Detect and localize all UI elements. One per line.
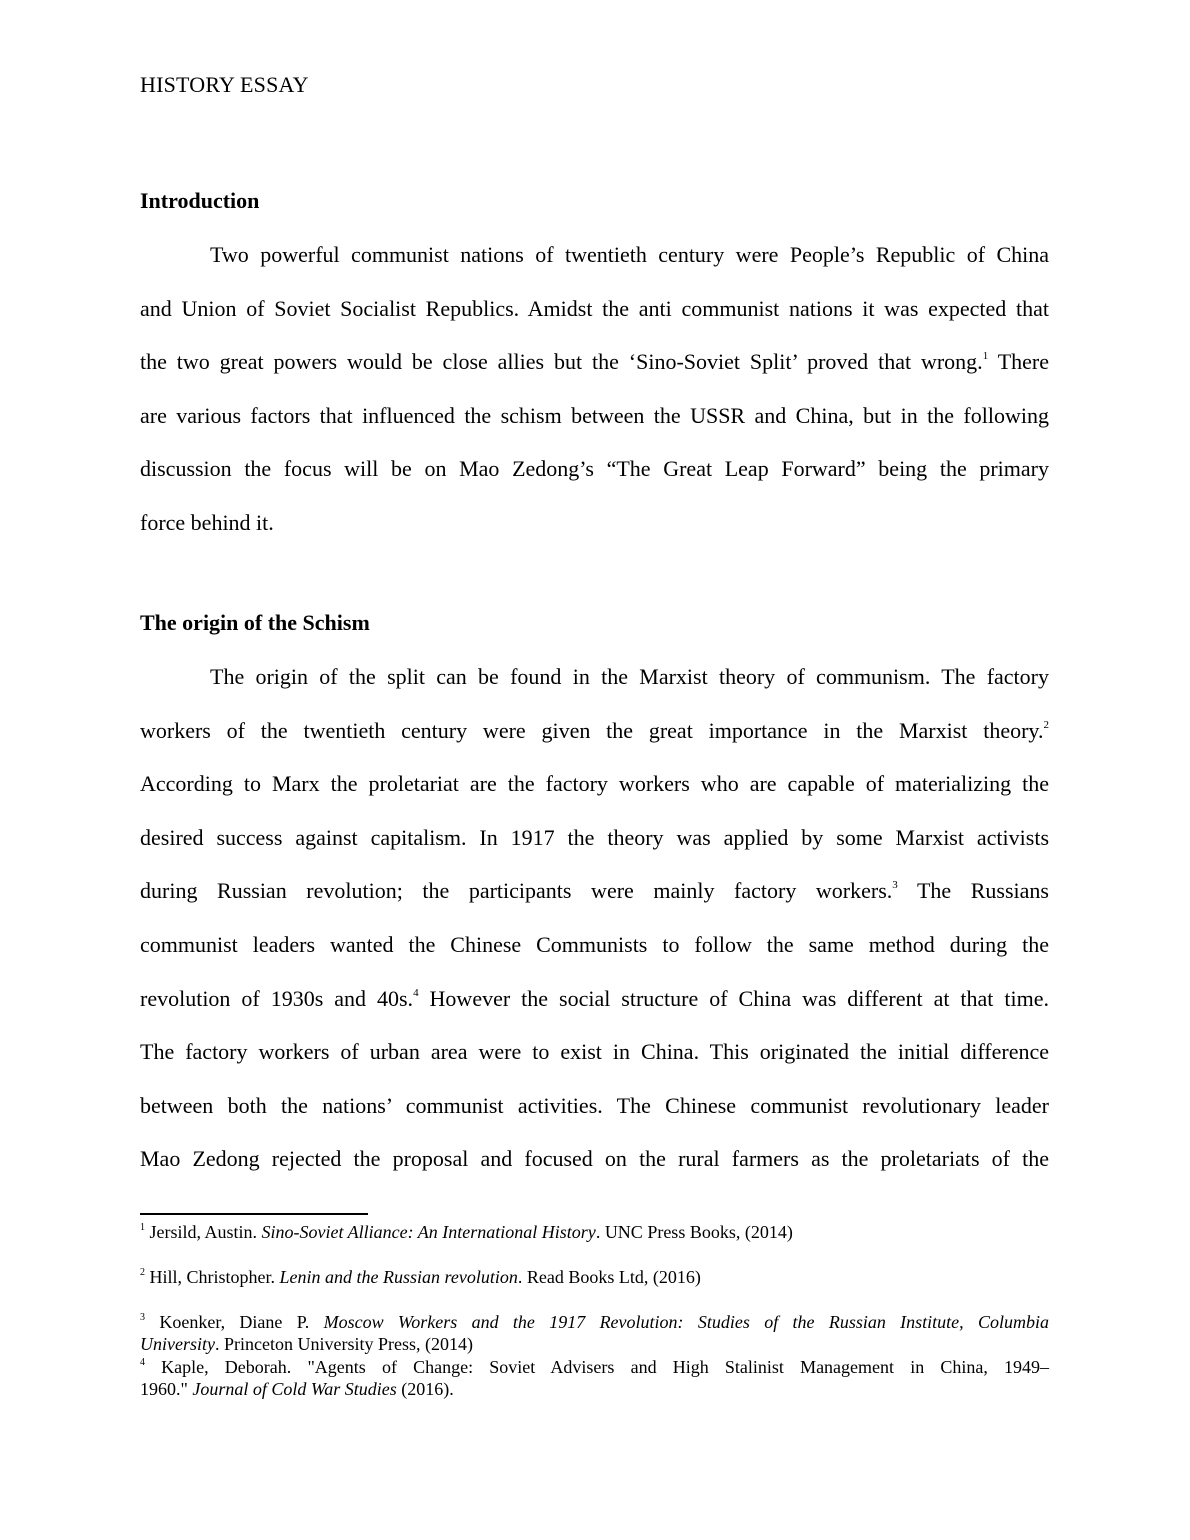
paragraph-line: According to Marx the proletariat are the factory workers who are capable of materializing the — [140, 771, 1049, 797]
footnote-line — [140, 1378, 1049, 1400]
paragraph-line: and Union of Soviet Socialist Republics. Amidst the anti communist nations it was expected that — [140, 295, 1049, 321]
footnote-author: Koenker, Diane P. — [159, 1312, 324, 1332]
footnote-text: 1960." — [140, 1379, 193, 1399]
paragraph-line: communist leaders wanted the Chinese Communists to follow the same method during the — [140, 931, 1049, 957]
paragraph-line: are various factors that influenced the schism between the USSR and China, but in the following — [140, 402, 1049, 428]
footnote-title: Moscow Workers and the 1917 Revolution: Studies of the Russian Institute, Columbia — [323, 1312, 1050, 1332]
paragraph-line: force behind it. — [140, 509, 274, 535]
line-text: There — [988, 349, 1049, 375]
footnote-journal: Journal of Cold War Studies — [192, 1379, 397, 1399]
footnote-4 — [140, 1356, 1049, 1400]
footnote-line — [140, 1221, 1049, 1243]
footnote-line — [140, 1311, 1049, 1333]
paragraph-line: The origin of the split can be found in the Marxist theory of communism. The factory — [210, 664, 1049, 689]
paragraph-line: The factory workers of urban area were to exist in China. This originated the initial difference — [140, 1039, 1049, 1065]
line-text: during Russian revolution; the participants were mainly factory workers. — [140, 878, 893, 904]
paragraph-introduction — [140, 228, 1049, 550]
paragraph-line — [140, 704, 1049, 758]
paragraph-line — [140, 864, 1049, 918]
footnote-author: Hill, Christopher. — [149, 1267, 280, 1287]
paragraph-line — [140, 335, 1049, 389]
footnote-ref-1[interactable]: 1 — [982, 350, 989, 363]
footnote-separator — [140, 1213, 368, 1215]
paragraph-line: desired success against capitalism. In 1917 the theory was applied by some Marxist activists — [140, 824, 1049, 850]
paragraph-line — [140, 972, 1049, 1026]
footnote-ref-4[interactable]: 4 — [413, 986, 419, 999]
footnote-1 — [140, 1221, 1049, 1243]
footnote-number: 3 — [140, 1312, 145, 1323]
footnote-author: Jersild, Austin. — [149, 1222, 262, 1242]
footnote-number: 2 — [140, 1267, 145, 1278]
footnote-publisher: . Princeton University Press, (2014) — [214, 1334, 473, 1354]
footnote-line — [140, 1356, 1049, 1378]
footnote-line — [140, 1266, 1049, 1288]
paragraph-line: between both the nations’ communist activities. The Chinese communist revolutionary leader — [140, 1092, 1049, 1118]
paragraph-line: Mao Zedong rejected the proposal and focused on the rural farmers as the proletariats of the — [140, 1146, 1049, 1172]
footnote-title: Sino-Soviet Alliance: An International History — [261, 1222, 596, 1242]
footnote-publisher: . UNC Press Books, (2014) — [595, 1222, 793, 1242]
footnote-2 — [140, 1266, 1049, 1288]
footnote-number: 4 — [140, 1357, 145, 1368]
footnote-3 — [140, 1311, 1049, 1355]
section-heading-introduction: Introduction — [140, 188, 260, 213]
line-text: the two great powers would be close allies but the ‘Sino-Soviet Split’ proved that wrong. — [140, 349, 983, 375]
line-text: The Russians — [897, 878, 1049, 904]
footnote-ref-2[interactable]: 2 — [1043, 718, 1049, 731]
paragraph-line: discussion the focus will be on Mao Zedong’s “The Great Leap Forward” being the primary — [140, 456, 1049, 482]
footnote-text: (2016). — [396, 1379, 454, 1399]
footnote-text: Kaple, Deborah. "Agents of Change: Soviet Advisers and High Stalinist Management in China, 1949– — [161, 1357, 1050, 1377]
footnote-publisher: . Read Books Ltd, (2016) — [517, 1267, 701, 1287]
footnote-title: University — [140, 1334, 215, 1354]
line-text: workers of the twentieth century were given the great importance in the Marxist theory. — [140, 717, 1044, 743]
line-text: revolution of 1930s and 40s. — [140, 985, 414, 1011]
paragraph-line: Two powerful communist nations of twentieth century were People’s Republic of China — [210, 242, 1049, 267]
line-text: However the social structure of China was different at that time. — [418, 985, 1049, 1011]
footnote-line — [140, 1333, 1049, 1355]
footnote-number: 1 — [140, 1222, 145, 1233]
section-heading-origin-of-schism: The origin of the Schism — [140, 610, 370, 635]
running-head: HISTORY ESSAY — [140, 72, 309, 97]
paragraph-origin — [140, 650, 1049, 1186]
footnote-ref-3[interactable]: 3 — [892, 879, 898, 892]
footnote-title: Lenin and the Russian revolution — [279, 1267, 518, 1287]
